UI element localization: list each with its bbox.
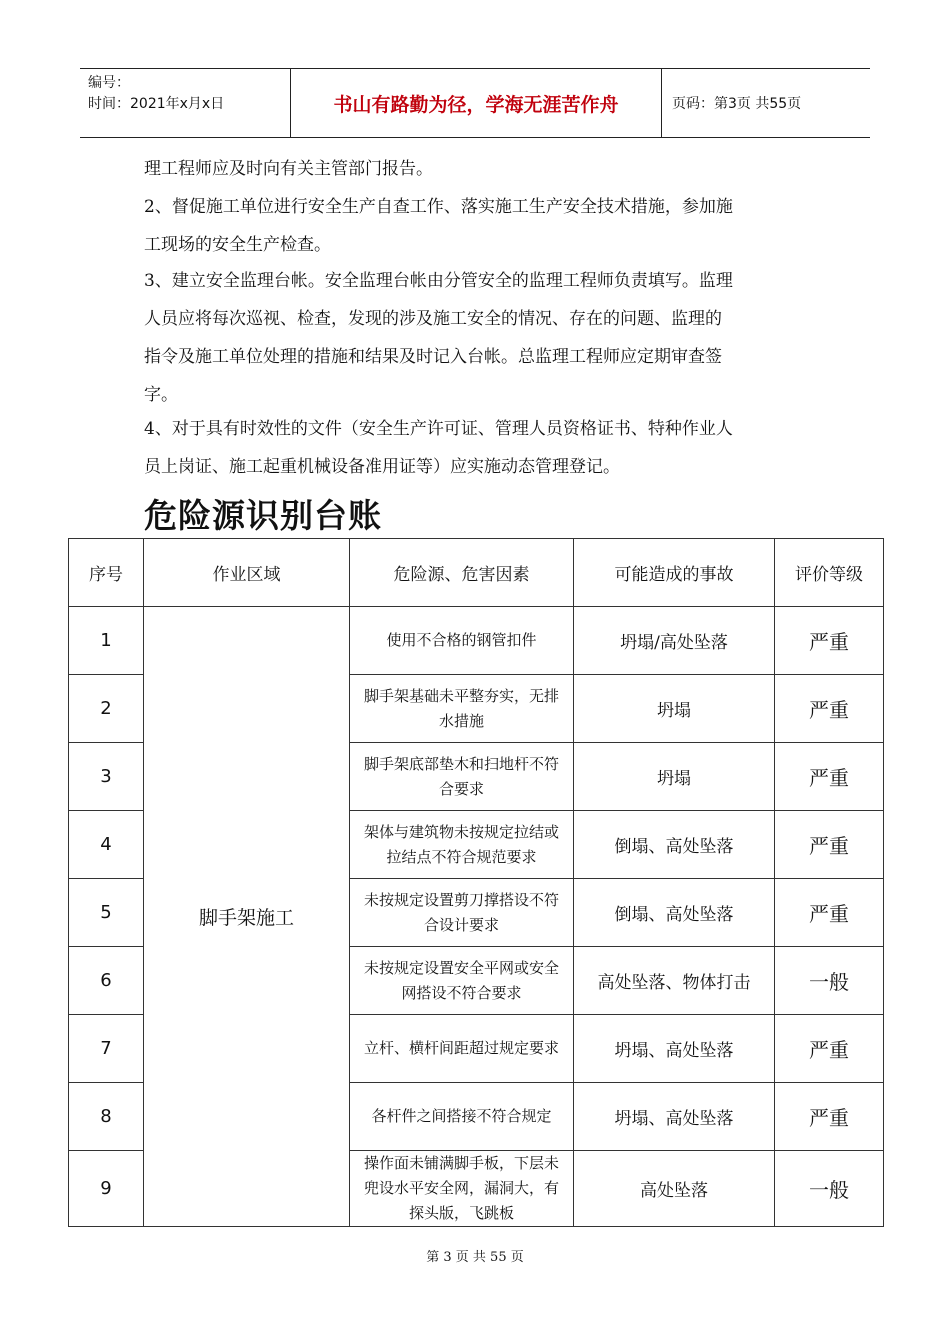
cell-accident: 坍塌 xyxy=(574,743,775,811)
paragraph-line: 员上岗证、施工起重机械设备准用证等）应实施动态管理登记。 xyxy=(144,457,620,477)
number-label: 编号： xyxy=(88,75,130,91)
table-header-row xyxy=(69,539,884,607)
header-page-info: 页码：第3页 共55页 xyxy=(672,96,802,112)
cell-hazard: 操作面未铺满脚手板，下层未兜设水平安全网，漏洞大，有探头版，飞跳板 xyxy=(350,1151,574,1227)
paragraph-line: 2、督促施工单位进行安全生产自查工作、落实施工生产安全技术措施，参加施 xyxy=(144,197,733,217)
header-area: 作业区域 xyxy=(144,539,350,607)
cell-level: 一般 xyxy=(775,1151,884,1227)
time-label: 时间：2021年x月x日 xyxy=(88,96,225,112)
cell-level: 严重 xyxy=(775,1015,884,1083)
cell-hazard: 架体与建筑物未按规定拉结或拉结点不符合规范要求 xyxy=(350,811,574,879)
cell-area: 脚手架施工 xyxy=(144,607,350,1227)
page-footer: 第 3 页 共 55 页 xyxy=(426,1250,524,1265)
table-row xyxy=(69,607,884,675)
cell-accident: 高处坠落 xyxy=(574,1151,775,1227)
cell-hazard: 脚手架底部垫木和扫地杆不符合要求 xyxy=(350,743,574,811)
paragraph-line: 指令及施工单位处理的措施和结果及时记入台帐。总监理工程师应定期审查签 xyxy=(144,347,722,367)
cell-level: 严重 xyxy=(775,743,884,811)
hazard-table xyxy=(68,538,884,1227)
paragraph-4 xyxy=(144,410,814,486)
header-seq: 序号 xyxy=(69,539,144,607)
cell-level: 严重 xyxy=(775,879,884,947)
header-level: 评价等级 xyxy=(775,539,884,607)
page-header xyxy=(80,68,870,138)
cell-level: 严重 xyxy=(775,607,884,675)
cell-seq: 3 xyxy=(69,743,144,811)
cell-seq: 4 xyxy=(69,811,144,879)
cell-hazard: 使用不合格的钢管扣件 xyxy=(350,607,574,675)
cell-hazard: 未按规定设置安全平网或安全网搭设不符合要求 xyxy=(350,947,574,1015)
paragraph-line: 3、建立安全监理台帐。安全监理台帐由分管安全的监理工程师负责填写。监理 xyxy=(144,271,733,291)
header-accident: 可能造成的事故 xyxy=(574,539,775,607)
cell-hazard: 脚手架基础未平整夯实，无排水措施 xyxy=(350,675,574,743)
cell-accident: 倒塌、高处坠落 xyxy=(574,811,775,879)
paragraph-line: 工现场的安全生产检查。 xyxy=(144,235,331,255)
paragraph-line: 人员应将每次巡视、检查，发现的涉及施工安全的情况、存在的问题、监理的 xyxy=(144,309,722,329)
header-hazard: 危险源、危害因素 xyxy=(350,539,574,607)
paragraph-line: 理工程师应及时向有关主管部门报告。 xyxy=(144,159,433,179)
paragraph-3 xyxy=(144,262,814,414)
paragraph-line: 字。 xyxy=(144,385,178,405)
cell-seq: 9 xyxy=(69,1151,144,1227)
cell-seq: 5 xyxy=(69,879,144,947)
cell-seq: 8 xyxy=(69,1083,144,1151)
cell-accident: 坍塌 xyxy=(574,675,775,743)
cell-accident: 倒塌、高处坠落 xyxy=(574,879,775,947)
cell-seq: 1 xyxy=(69,607,144,675)
cell-seq: 7 xyxy=(69,1015,144,1083)
cell-level: 一般 xyxy=(775,947,884,1015)
cell-level: 严重 xyxy=(775,1083,884,1151)
paragraph-1 xyxy=(144,150,814,188)
cell-hazard: 立杆、横杆间距超过规定要求 xyxy=(350,1015,574,1083)
cell-level: 严重 xyxy=(775,675,884,743)
header-meta xyxy=(80,69,291,137)
header-motto: 书山有路勤为径，学海无涯苦作舟 xyxy=(291,69,662,137)
cell-accident: 坍塌、高处坠落 xyxy=(574,1083,775,1151)
cell-seq: 2 xyxy=(69,675,144,743)
cell-hazard: 未按规定设置剪刀撑搭设不符合设计要求 xyxy=(350,879,574,947)
cell-level: 严重 xyxy=(775,811,884,879)
cell-accident: 坍塌/高处坠落 xyxy=(574,607,775,675)
paragraph-2 xyxy=(144,188,814,264)
cell-accident: 高处坠落、物体打击 xyxy=(574,947,775,1015)
section-title: 危险源识别台账 xyxy=(144,496,382,535)
paragraph-line: 4、对于具有时效性的文件（安全生产许可证、管理人员资格证书、特种作业人 xyxy=(144,419,733,439)
cell-accident: 坍塌、高处坠落 xyxy=(574,1015,775,1083)
cell-seq: 6 xyxy=(69,947,144,1015)
cell-hazard: 各杆件之间搭接不符合规定 xyxy=(350,1083,574,1151)
